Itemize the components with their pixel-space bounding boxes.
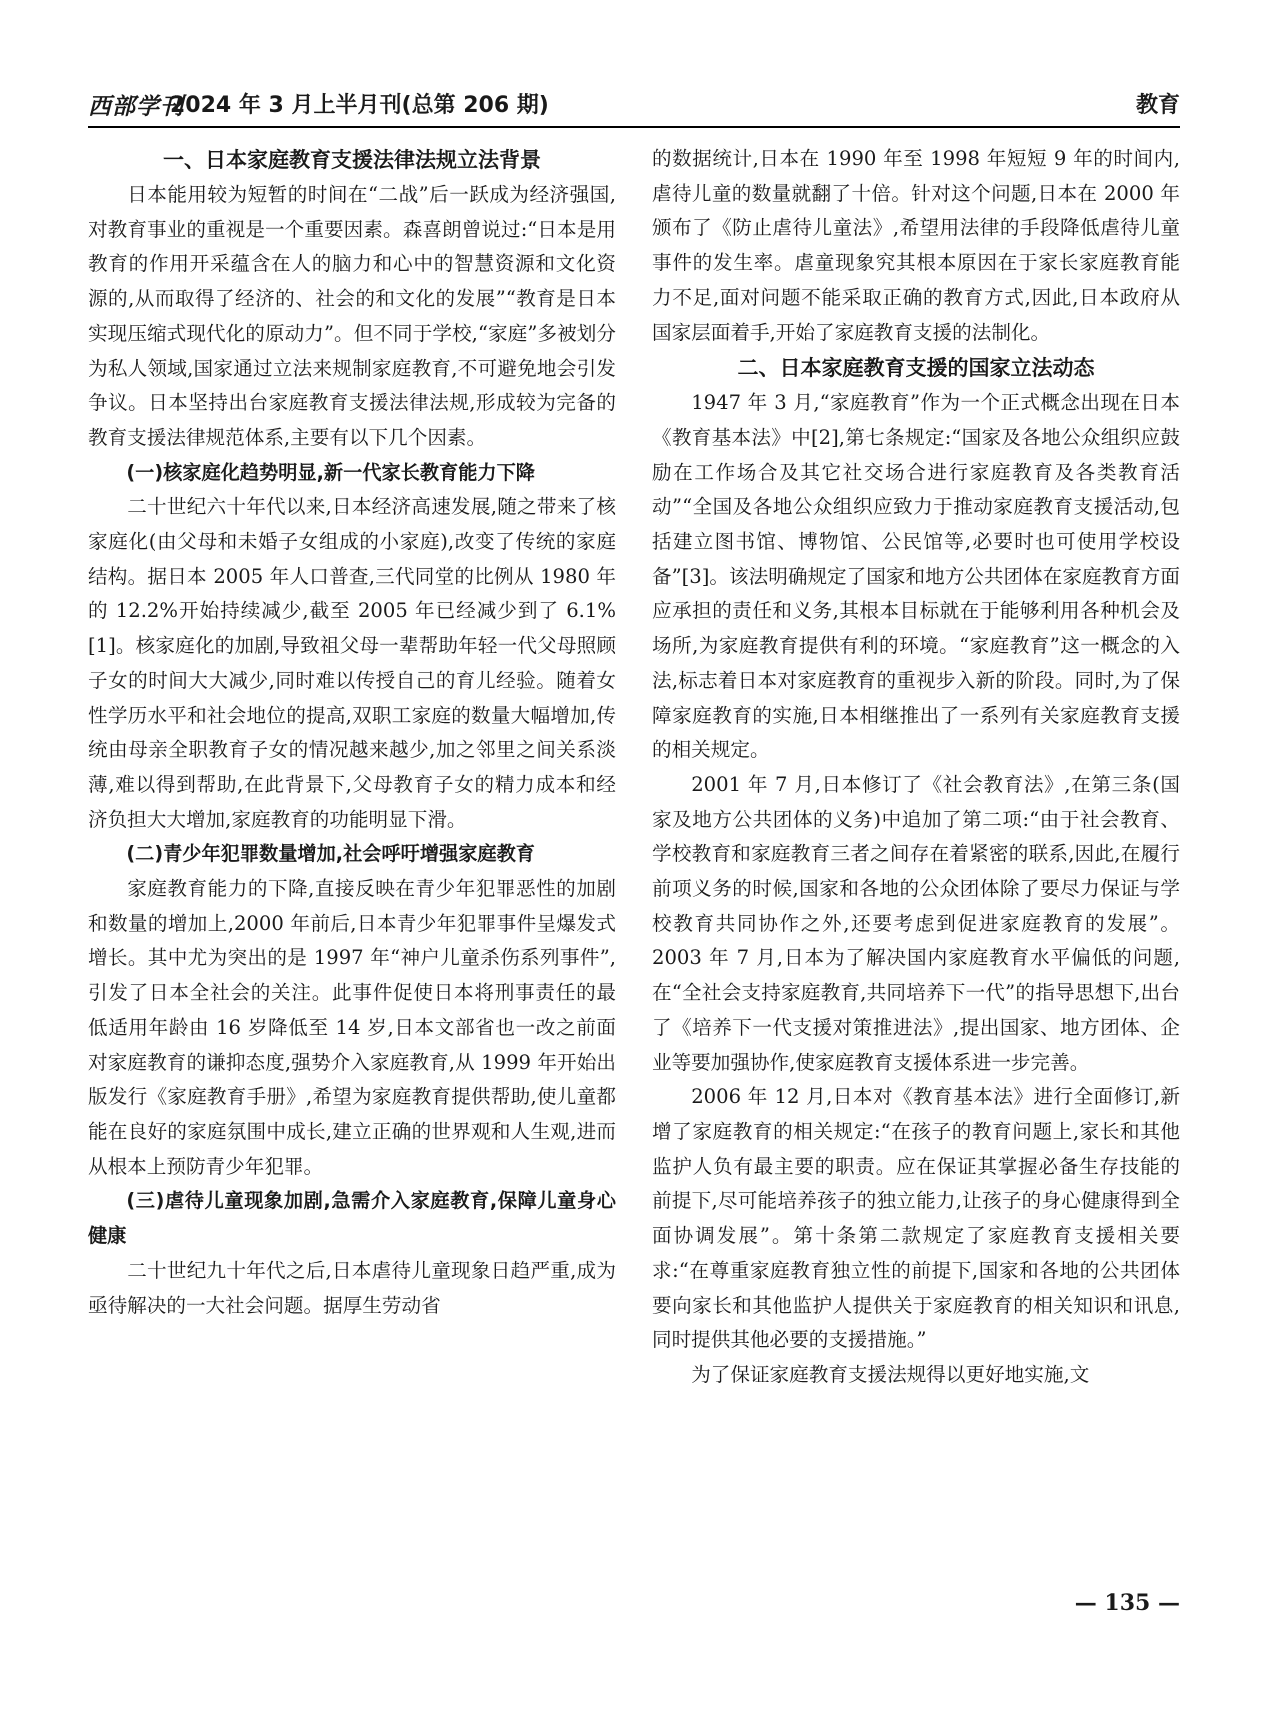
paragraph: 为了保证家庭教育支援法规得以更好地实施,文 (691, 1362, 1090, 1386)
paragraph: 2006 年 12 月,日本对《教育基本法》进行全面修订,新增了家庭教育的相关规定:“在孩子的教育问题上,家长和其他监护人负有最主要的职责。应在保证其掌握必备生存技能的前提下,尽可能培养孩子的独立能力,让孩子的身心健康得到全面协调发展”。第十条第二款规定了家庭教育支援相关要求:“在尊重家庭教育独立性的前提下,国家和各地的公共团体要向家长和其他监护人提供关于家庭教育的相关知识和讯息,同时提供其他必要的支援措施。” (652, 1085, 1180, 1352)
section-heading-2: 二、日本家庭教育支援的国家立法动态 (737, 356, 1095, 381)
paragraph: 日本能用较为短暂的时间在“二战”后一跃成为经济强国,对教育事业的重视是一个重要因素。森喜朗曾说过:“日本是用教育的作用开采蕴含在人的脑力和心中的智慧资源和文化资源的,从而取得了经济的、社会的和文化的发展”“教育是日本实现压缩式现代化的原动力”。但不同于学校,“家庭”多被划分为私人领域,国家通过立法来规制家庭教育,不可避免地会引发争议。日本坚持出台家庭教育支援法律法规,形成较为完备的教育支援法律规范体系,主要有以下几个因素。 (88, 183, 616, 449)
subsection-heading: (三)虐待儿童现象加剧,急需介入家庭教育,保障儿童身心健康 (88, 1189, 616, 1248)
left-column (88, 142, 616, 1323)
paragraph-continued: 的数据统计,日本在 1990 年至 1998 年短短 9 年的时间内,虐待儿童的数量就翻了十倍。针对这个问题,日本在 2000 年颁布了《防止虐待儿童法》,希望用法律的手段降低虐待儿童事件的发生率。虐童现象究其根本原因在于家长家庭教育能力不足,面对问题不能采取正确的教育方式,因此,日本政府从国家层面着手,开始了家庭教育支援的法制化。 (652, 147, 1180, 344)
paragraph: 1947 年 3 月,“家庭教育”作为一个正式概念出现在日本《教育基本法》中[2],第七条规定:“国家及各地公众组织应鼓励在工作场合及其它社交场合进行家庭教育及各类教育活动”“全国及各地公众组织应致力于推动家庭教育支援活动,包括建立图书馆、博物馆、公民馆等,必要时也可使用学校设备”[3]。该法明确规定了国家和地方公共团体在家庭教育方面应承担的责任和义务,其根本目标就在于能够利用各种机会及场所,为家庭教育提供有利的环境。“家庭教育”这一概念的入法,标志着日本对家庭教育的重视步入新的阶段。同时,为了保障家庭教育的实施,日本相继推出了一系列有关家庭教育支援的相关规定。 (652, 391, 1180, 762)
paragraph: 2001 年 7 月,日本修订了《社会教育法》,在第三条(国家及地方公共团体的义务)中追加了第二项:“由于社会教育、学校教育和家庭教育三者之间存在着紧密的联系,因此,在履行前项义务的时候,国家和各地的公众团体除了要尽力保证与学校教育共同协作之外,还要考虑到促进家庭教育的发展”。2003 年 7 月,日本为了解决国内家庭教育水平偏低的问题,在“全社会支持家庭教育,共同培养下一代”的指导思想下,出台了《培养下一代支援对策推进法》,提出国家、地方团体、企业等要加强协作,使家庭教育支援体系进一步完善。 (652, 772, 1180, 1074)
page-number: — 135 — (1074, 1590, 1180, 1616)
section-label: 教育 (1135, 93, 1180, 118)
running-header (88, 82, 1180, 128)
paragraph: 二十世纪六十年代以来,日本经济高速发展,随之带来了核家庭化(由父母和未婚子女组成的小家庭),改变了传统的家庭结构。据日本 2005 年人口普查,三代同堂的比例从 1980 年的 12.2%开始持续减少,截至 2005 年已经减少到了 6.1%[1]。核家庭化的加剧,导致祖父母一辈帮助年轻一代父母照顾子女的时间大大减少,同时难以传授自己的育儿经验。随着女性学历水平和社会地位的提高,双职工家庭的数量大幅增加,传统由母亲全职教育子女的情况越来越少,加之邻里之间关系淡薄,难以得到帮助,在此背景下,父母教育子女的精力成本和经济负担大大增加,家庭教育的功能明显下滑。 (88, 495, 616, 831)
journal-logo: 西部学刊 (88, 93, 184, 120)
paragraph: 二十世纪九十年代之后,日本虐待儿童现象日趋严重,成为亟待解决的一大社会问题。据厚生劳动省 (88, 1258, 616, 1317)
section-heading-1: 一、日本家庭教育支援法律法规立法背景 (163, 148, 541, 172)
paragraph: 家庭教育能力的下降,直接反映在青少年犯罪恶性的加剧和数量的增加上,2000 年前后,日本青少年犯罪事件呈爆发式增长。其中尤为突出的是 1997 年“神户儿童杀伤系列事件”,引发了日本全社会的关注。此事件促使日本将刑事责任的最低适用年龄由 16 岁降低至 14 岁,日本文部省也一改之前面对家庭教育的谦抑态度,强势介入家庭教育,从 1999 年开始出版发行《家庭教育手册》,希望为家庭教育提供帮助,使儿童都能在良好的家庭氛围中成长,建立正确的世界观和人生观,进而从根本上预防青少年犯罪。 (88, 877, 616, 1178)
subsection-heading: (二)青少年犯罪数量增加,社会呼吁增强家庭教育 (126, 842, 535, 866)
subsection-heading: (一)核家庭化趋势明显,新一代家长教育能力下降 (126, 460, 535, 484)
right-column (652, 142, 1180, 1393)
issue-info: 2024 年 3 月上半月刊(总第 206 期) (170, 93, 549, 118)
